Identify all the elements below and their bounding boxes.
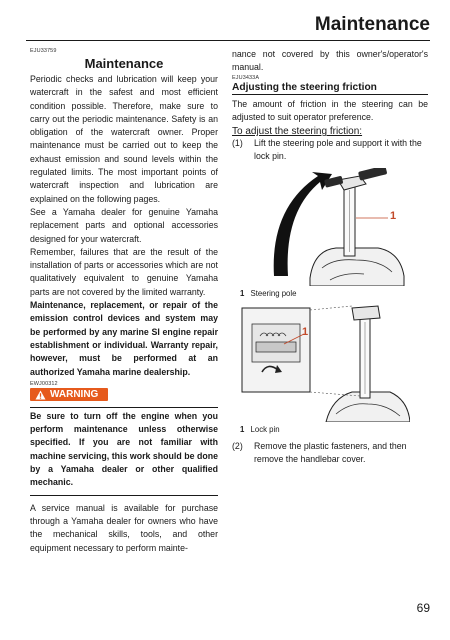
paragraph: Remember, failures that are the result of the installation of parts or accessories which are not qualitatively equivalent to genuine Yamaha parts are not covered by the limited warranty. bbox=[30, 246, 218, 297]
reference-code: EJU33759 bbox=[30, 48, 57, 54]
subsection-title: Adjusting the steering friction bbox=[232, 81, 377, 93]
lock-pin-illustration bbox=[240, 304, 410, 422]
left-column bbox=[30, 48, 218, 555]
step-text: Lift the steering pole and support it with the lock pin. bbox=[254, 138, 422, 162]
figure-caption bbox=[240, 289, 428, 298]
warning-rule-top bbox=[30, 407, 218, 408]
section-title: Maintenance bbox=[84, 56, 164, 71]
page-number: 69 bbox=[416, 601, 430, 615]
paragraph: A service manual is available for purchase through a Yamaha dealer for owners who have the mechanical skills, tools, and other equipment necessary to perform mainte- bbox=[30, 502, 218, 553]
paragraph: See a Yamaha dealer for genuine Yamaha replacement parts and optional accessories designed for your watercraft. bbox=[30, 206, 218, 244]
caption-text: Lock pin bbox=[250, 424, 280, 434]
warning-text: Be sure to turn off the engine when you perform maintenance unless otherwise specified. If you are not familiar with machine servicing, this work should be done by a Yamaha dealer or other qualified mechanic. bbox=[30, 410, 218, 488]
step-number: (2) bbox=[232, 440, 243, 451]
emission-notice: Maintenance, replacement, or repair of the emission control devices and system may be performed by any marine SI engine repair establishment or individual. Warranty repair, however, must be performed at an authorized Yamaha marine dealership. bbox=[30, 300, 218, 377]
warning-rule-bottom bbox=[30, 495, 218, 496]
paragraph: Periodic checks and lubrication will keep your watercraft in the safest and most efficient condition possible. Therefore, make sure to carry out the periodic maintenance. Safety is an obligation of the watercraft owner. Proper maintenance must be carried out to keep the exhaust emission and sound levels within the regulated limits. The most important points of watercraft inspection and lubrication are explained on the following pages. bbox=[30, 74, 218, 204]
reference-code: EWJ00312 bbox=[30, 380, 58, 387]
right-column bbox=[232, 48, 428, 466]
procedure-step bbox=[232, 137, 428, 164]
steering-pole-illustration bbox=[240, 168, 410, 286]
callout-number: 1 bbox=[390, 209, 397, 222]
caption-number: 1 bbox=[240, 424, 245, 434]
callout-number: 1 bbox=[302, 325, 309, 338]
paragraph: The amount of friction in the steering can be adjusted to suit operator preference. bbox=[232, 98, 428, 122]
paragraph-continued: nance not covered by this owner's/operator's manual. bbox=[232, 49, 428, 73]
subsection-rule bbox=[232, 94, 428, 95]
step-number: (1) bbox=[232, 138, 243, 149]
caption-number: 1 bbox=[240, 288, 245, 298]
warning-badge bbox=[30, 388, 108, 401]
step-text: Remove the plastic fasteners, and then remove the handlebar cover. bbox=[254, 440, 407, 465]
warning-triangle-icon bbox=[35, 390, 46, 400]
warning-block bbox=[30, 381, 218, 496]
page-header-title: Maintenance bbox=[314, 14, 430, 35]
figure-caption bbox=[240, 425, 428, 434]
caption-text: Steering pole bbox=[250, 288, 297, 298]
header-rule bbox=[26, 40, 430, 41]
reference-code: EJU3433A bbox=[232, 74, 260, 81]
lock-pin-figure bbox=[240, 304, 410, 422]
steering-pole-figure bbox=[240, 168, 410, 286]
procedure-heading: To adjust the steering friction: bbox=[232, 126, 363, 138]
procedure-step bbox=[232, 440, 428, 467]
warning-label: WARNING bbox=[50, 389, 99, 401]
